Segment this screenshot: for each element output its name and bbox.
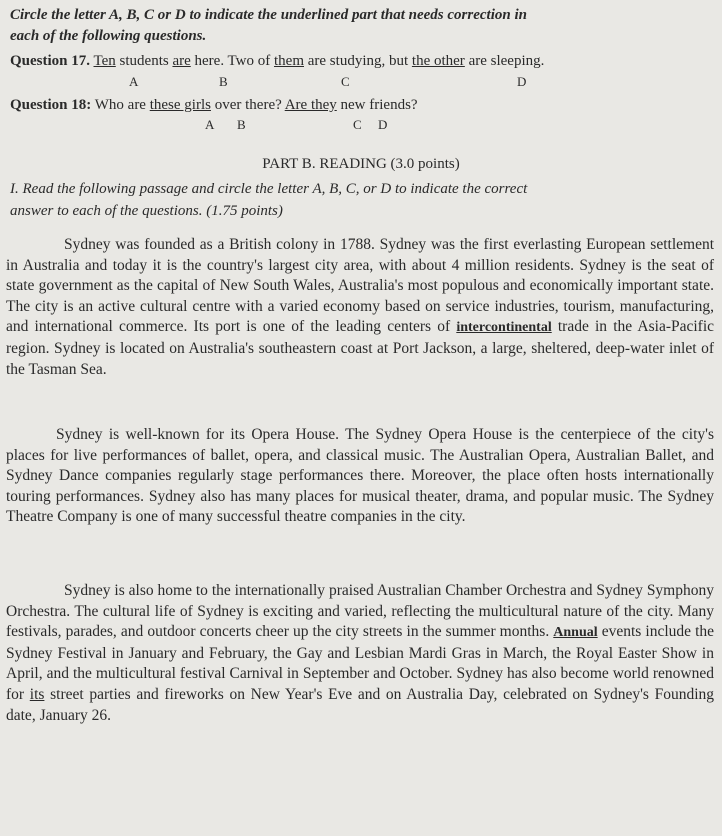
q18-underline-cd[interactable]: Are they bbox=[284, 97, 337, 113]
section-heading: PART B. READING (3.0 points) bbox=[262, 156, 460, 172]
q17-underline-d[interactable]: the other bbox=[411, 53, 465, 69]
question-17 bbox=[10, 52, 544, 70]
q17-underline-c[interactable]: them bbox=[274, 53, 304, 69]
reading-instruction-1: I. Read the following passage and circle the letter A, B, C, or D to indicate the correct bbox=[10, 181, 528, 197]
q18-text: Who are bbox=[94, 97, 146, 113]
q18-text: new friends? bbox=[340, 97, 418, 113]
question-18 bbox=[10, 96, 418, 114]
paragraph-text: Sydney is well-known for its Opera House. The Sydney Opera House is the centerpiece of the city's places for live performances of ballet, opera, and classical music. The Australian Opera, Australian Ballet, and Sydney Dance companies regularly stage performances there. Moreover, the place often hosts internationally touring performances. Sydney also has many places for musical theater, drama, and popular music. The Sydney Theatre Company is one of many successful theatre companies in the city. bbox=[6, 426, 714, 526]
q18-letter-b[interactable]: B bbox=[237, 117, 246, 132]
paragraph-text: events include the Sydney Festival in January and February, the Gay and Lesbian Mardi Gras in March, the Royal Easter Show in April, and the multicultural festival Carnival in September and October. Sydney has also become world renowned for bbox=[6, 623, 715, 703]
paragraph-text: trade in the Asia-Pacific region. Sydney is located on Australia's southeastern coast at Port Jackson, a large, sheltered, deep-water inlet of the Tasman Sea. bbox=[6, 318, 715, 378]
q17-text: are sleeping. bbox=[468, 53, 545, 69]
q17-letter-a[interactable]: A bbox=[129, 74, 139, 89]
instruction-line-2: each of the following questions. bbox=[10, 28, 207, 44]
underlined-word-annual[interactable]: Annual bbox=[553, 625, 598, 641]
q18-text: over there? bbox=[214, 97, 282, 113]
q17-letter-b[interactable]: B bbox=[219, 74, 228, 89]
q17-text: students bbox=[119, 53, 169, 69]
reading-instruction-2: answer to each of the questions. (1.75 points) bbox=[10, 203, 283, 219]
q18-underline-ab[interactable]: these girls bbox=[149, 97, 211, 113]
q17-letter-d[interactable]: D bbox=[517, 74, 527, 89]
passage-paragraph-2 bbox=[6, 425, 714, 528]
passage-paragraph-1 bbox=[6, 235, 714, 380]
paragraph-text: Sydney was founded as a British colony in 1788. Sydney was the first everlasting European settlement in Australia and today it is the country's largest city area, with about 4 million residents. Sydney is the seat of state government as the capital of New South Wales, Australia's most populous and economically important state. The city is an active cultural centre with a varied economy based on service industries, tourism, manufacturing, and international commerce. Its port is one of the leading centers of bbox=[6, 236, 714, 336]
q18-letter-c[interactable]: C bbox=[353, 117, 362, 132]
paragraph-text: street parties and fireworks on New Year's Eve and on Australia Day, celebrated on Sydney's Founding date, January 26. bbox=[6, 685, 715, 724]
underlined-word-intercontinental[interactable]: intercontinental bbox=[456, 320, 552, 336]
q17-text: are studying, but bbox=[307, 53, 409, 69]
q17-letter-c[interactable]: C bbox=[341, 74, 350, 89]
q17-underline-a[interactable]: Ten bbox=[93, 53, 116, 69]
question-17-label: Question 17. bbox=[10, 53, 91, 69]
instruction-line-1: Circle the letter A, B, C or D to indicate the underlined part that needs correction in bbox=[10, 7, 527, 23]
q17-underline-b[interactable]: are bbox=[172, 53, 191, 69]
q17-text: here. Two of bbox=[194, 53, 271, 69]
underlined-word-its[interactable]: its bbox=[29, 685, 45, 703]
question-18-label: Question 18: bbox=[10, 97, 92, 113]
passage-paragraph-3 bbox=[6, 581, 714, 726]
q18-letter-a[interactable]: A bbox=[205, 117, 215, 132]
paragraph-text: Sydney is also home to the internationally praised Australian Chamber Orchestra and Sydney Symphony Orchestra. The cultural life of Sydney is exciting and varied, reflecting the multicultural nature of the city. Many festivals, parades, and outdoor concerts cheer up the city streets in the summer months. bbox=[6, 582, 714, 641]
q18-letter-d[interactable]: D bbox=[378, 117, 388, 132]
